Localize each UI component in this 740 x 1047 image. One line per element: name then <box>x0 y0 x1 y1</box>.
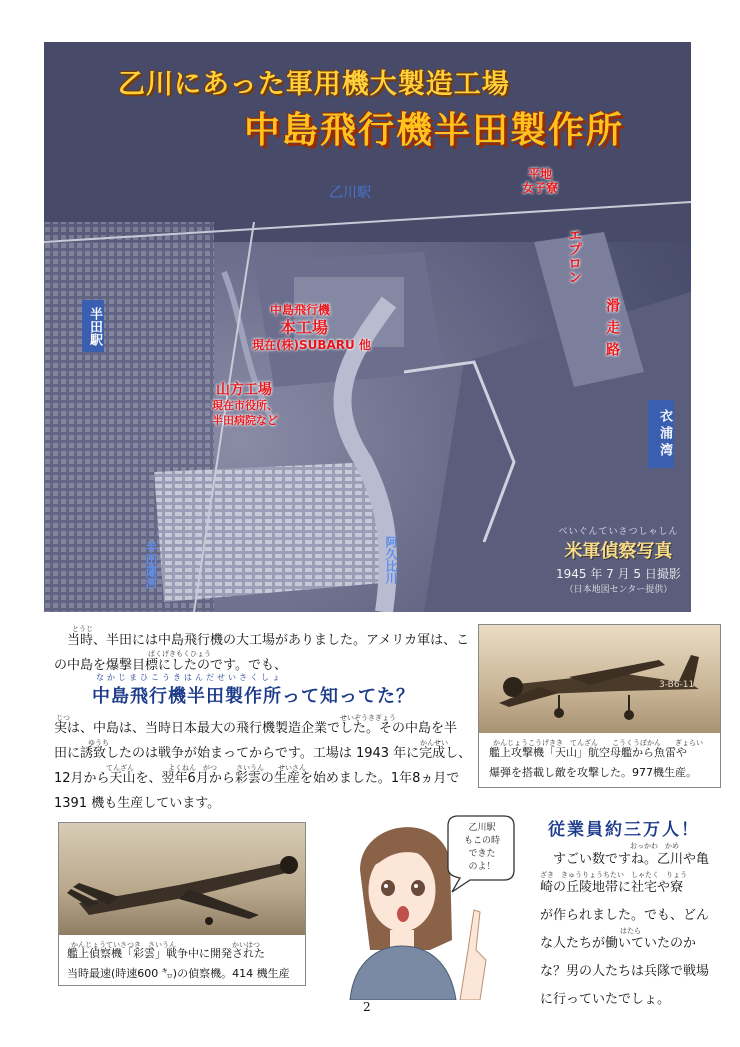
kinuura-bay-label: 衣浦湾 <box>648 400 674 468</box>
saiun-caption-line: 当時最速(時速600 ㌔)の偵察機。414 機生産 <box>67 967 290 980</box>
bubble-line: できた <box>468 849 496 859</box>
saiun-photo-frame <box>58 822 306 986</box>
saiun-photo <box>59 823 305 935</box>
side-line: すごい数ですね。乙川や亀 <box>553 852 710 867</box>
main-factory-label-1: 中島飛行機 <box>270 303 331 317</box>
photo-title-line1: 乙川にあった軍用機大製造工場 <box>118 69 510 100</box>
furigana: よくねん がつ <box>168 764 217 772</box>
bubble-line: 乙川駅 <box>468 823 496 833</box>
body-line: 1391 機も生産しています。 <box>54 796 221 811</box>
saiun-caption <box>67 944 307 984</box>
furigana: せいさん <box>278 764 306 772</box>
saiun-caption-line: 艦上偵察機「彩雲」戦争中に開発された <box>67 947 265 960</box>
furigana: おっかわ かめ <box>630 842 679 850</box>
furigana: さいうん <box>236 764 264 772</box>
side-line: な？男の人たちは兵隊で戦場 <box>540 964 710 979</box>
intro-line: 当時、半田には中島飛行機の大工場がありました。アメリカ軍は、こ <box>67 633 470 648</box>
tail-code: 3-B6-11 <box>659 680 695 690</box>
body-line: 実は、中島は、当時日本最大の飛行機製造企業でした。その中島を半 <box>54 721 458 736</box>
page-number: 2 <box>363 1000 371 1014</box>
tenzan-plane-illustration <box>479 625 720 733</box>
otsukawa-station-label: 乙川駅 <box>329 185 371 201</box>
aerial-photo <box>44 42 691 612</box>
recon-ruby: べいぐんていさつしゃしん <box>558 527 679 537</box>
akuhi-river-label: 阿久比川 <box>384 536 398 584</box>
body-line: 田に誘致したのは戦争が始まってからです。工場は 1943 年に完成し、 <box>54 746 472 761</box>
furigana: かんじょうこうげきき てんざん こうくうぼかん ぎょらい <box>493 739 703 747</box>
furigana: てんざん <box>106 764 134 772</box>
handa-canal-label: 半田運河 <box>144 541 158 589</box>
handa-station-label: 半田駅 <box>82 300 104 352</box>
heading1-ruby: なかじまひこうきはんだせいさくしょ <box>96 673 283 682</box>
recon-date: 1945 年 7 月 5 日撮影 <box>556 567 681 581</box>
side-line: に行っていたでしょ。 <box>540 992 671 1007</box>
furigana: かんじょうていさつき さいうん かいはつ <box>71 941 260 949</box>
tenzan-caption-line: 艦上攻撃機「天山」航空母艦から魚雷や <box>489 746 687 759</box>
main-factory-label-3: 現在(株)SUBARU 他 <box>252 338 371 352</box>
yamagata-factory-label-1: 山方工場 <box>216 382 272 398</box>
yamagata-factory-label-2: 現在市役所、 <box>212 399 278 412</box>
tenzan-caption-line: 爆弾を搭載し敵を攻撃した。977機生産。 <box>489 766 697 779</box>
furigana: ざき きゅうりょうちたい しゃたく りょう <box>540 871 687 879</box>
furigana: じつ <box>56 714 70 722</box>
recon-source: （日本地図センター提供） <box>564 585 673 595</box>
furigana: せいぞうきぎょう <box>340 714 396 722</box>
bubble-line: のよ！ <box>468 862 496 872</box>
intro-paragraph <box>54 628 474 678</box>
yamagata-factory-label-3: 半田病院など <box>212 414 278 427</box>
hirachi-dorm-label: 平地 女子寮 <box>522 167 559 195</box>
side-line: 崎の丘陵地帯に社宅や寮 <box>540 880 684 895</box>
furigana: はたら <box>620 927 641 935</box>
body-line: 12月から天山を、翌年6月から彩雲の生産を始めました。1年8ヵ月で <box>54 771 460 786</box>
furigana: かんせい <box>420 739 448 747</box>
side-paragraph <box>540 846 720 1014</box>
furigana: ゆうち <box>88 739 109 747</box>
bubble-line: もこの時 <box>463 836 500 846</box>
tenzan-caption <box>489 743 719 783</box>
tenzan-photo <box>479 625 720 733</box>
furigana: とうじ <box>72 625 93 633</box>
heading1: 中島飛行機半田製作所って知ってた？ <box>92 686 415 707</box>
recon-caption <box>556 524 681 595</box>
speech-bubble-text <box>452 822 512 874</box>
heading2: 従業員約三万人！ <box>548 820 700 840</box>
saiun-plane-illustration <box>59 823 305 935</box>
tenzan-photo-frame <box>478 624 721 788</box>
furigana: ばくげきもくひょう <box>148 650 211 658</box>
apron-label: エプロン <box>566 228 583 284</box>
intro-line: の中島を爆撃目標にしたのです。でも、 <box>54 658 287 673</box>
recon-title: 米軍偵察写真 <box>564 541 673 562</box>
side-line: が作られました。でも、どん <box>540 908 710 923</box>
main-factory-label-2: 本工場 <box>280 318 329 337</box>
photo-title-line2: 中島飛行機半田製作所 <box>244 110 625 151</box>
runway-label: 滑走路 <box>604 298 621 364</box>
side-line: な人たちが働いていたのか <box>540 936 697 951</box>
